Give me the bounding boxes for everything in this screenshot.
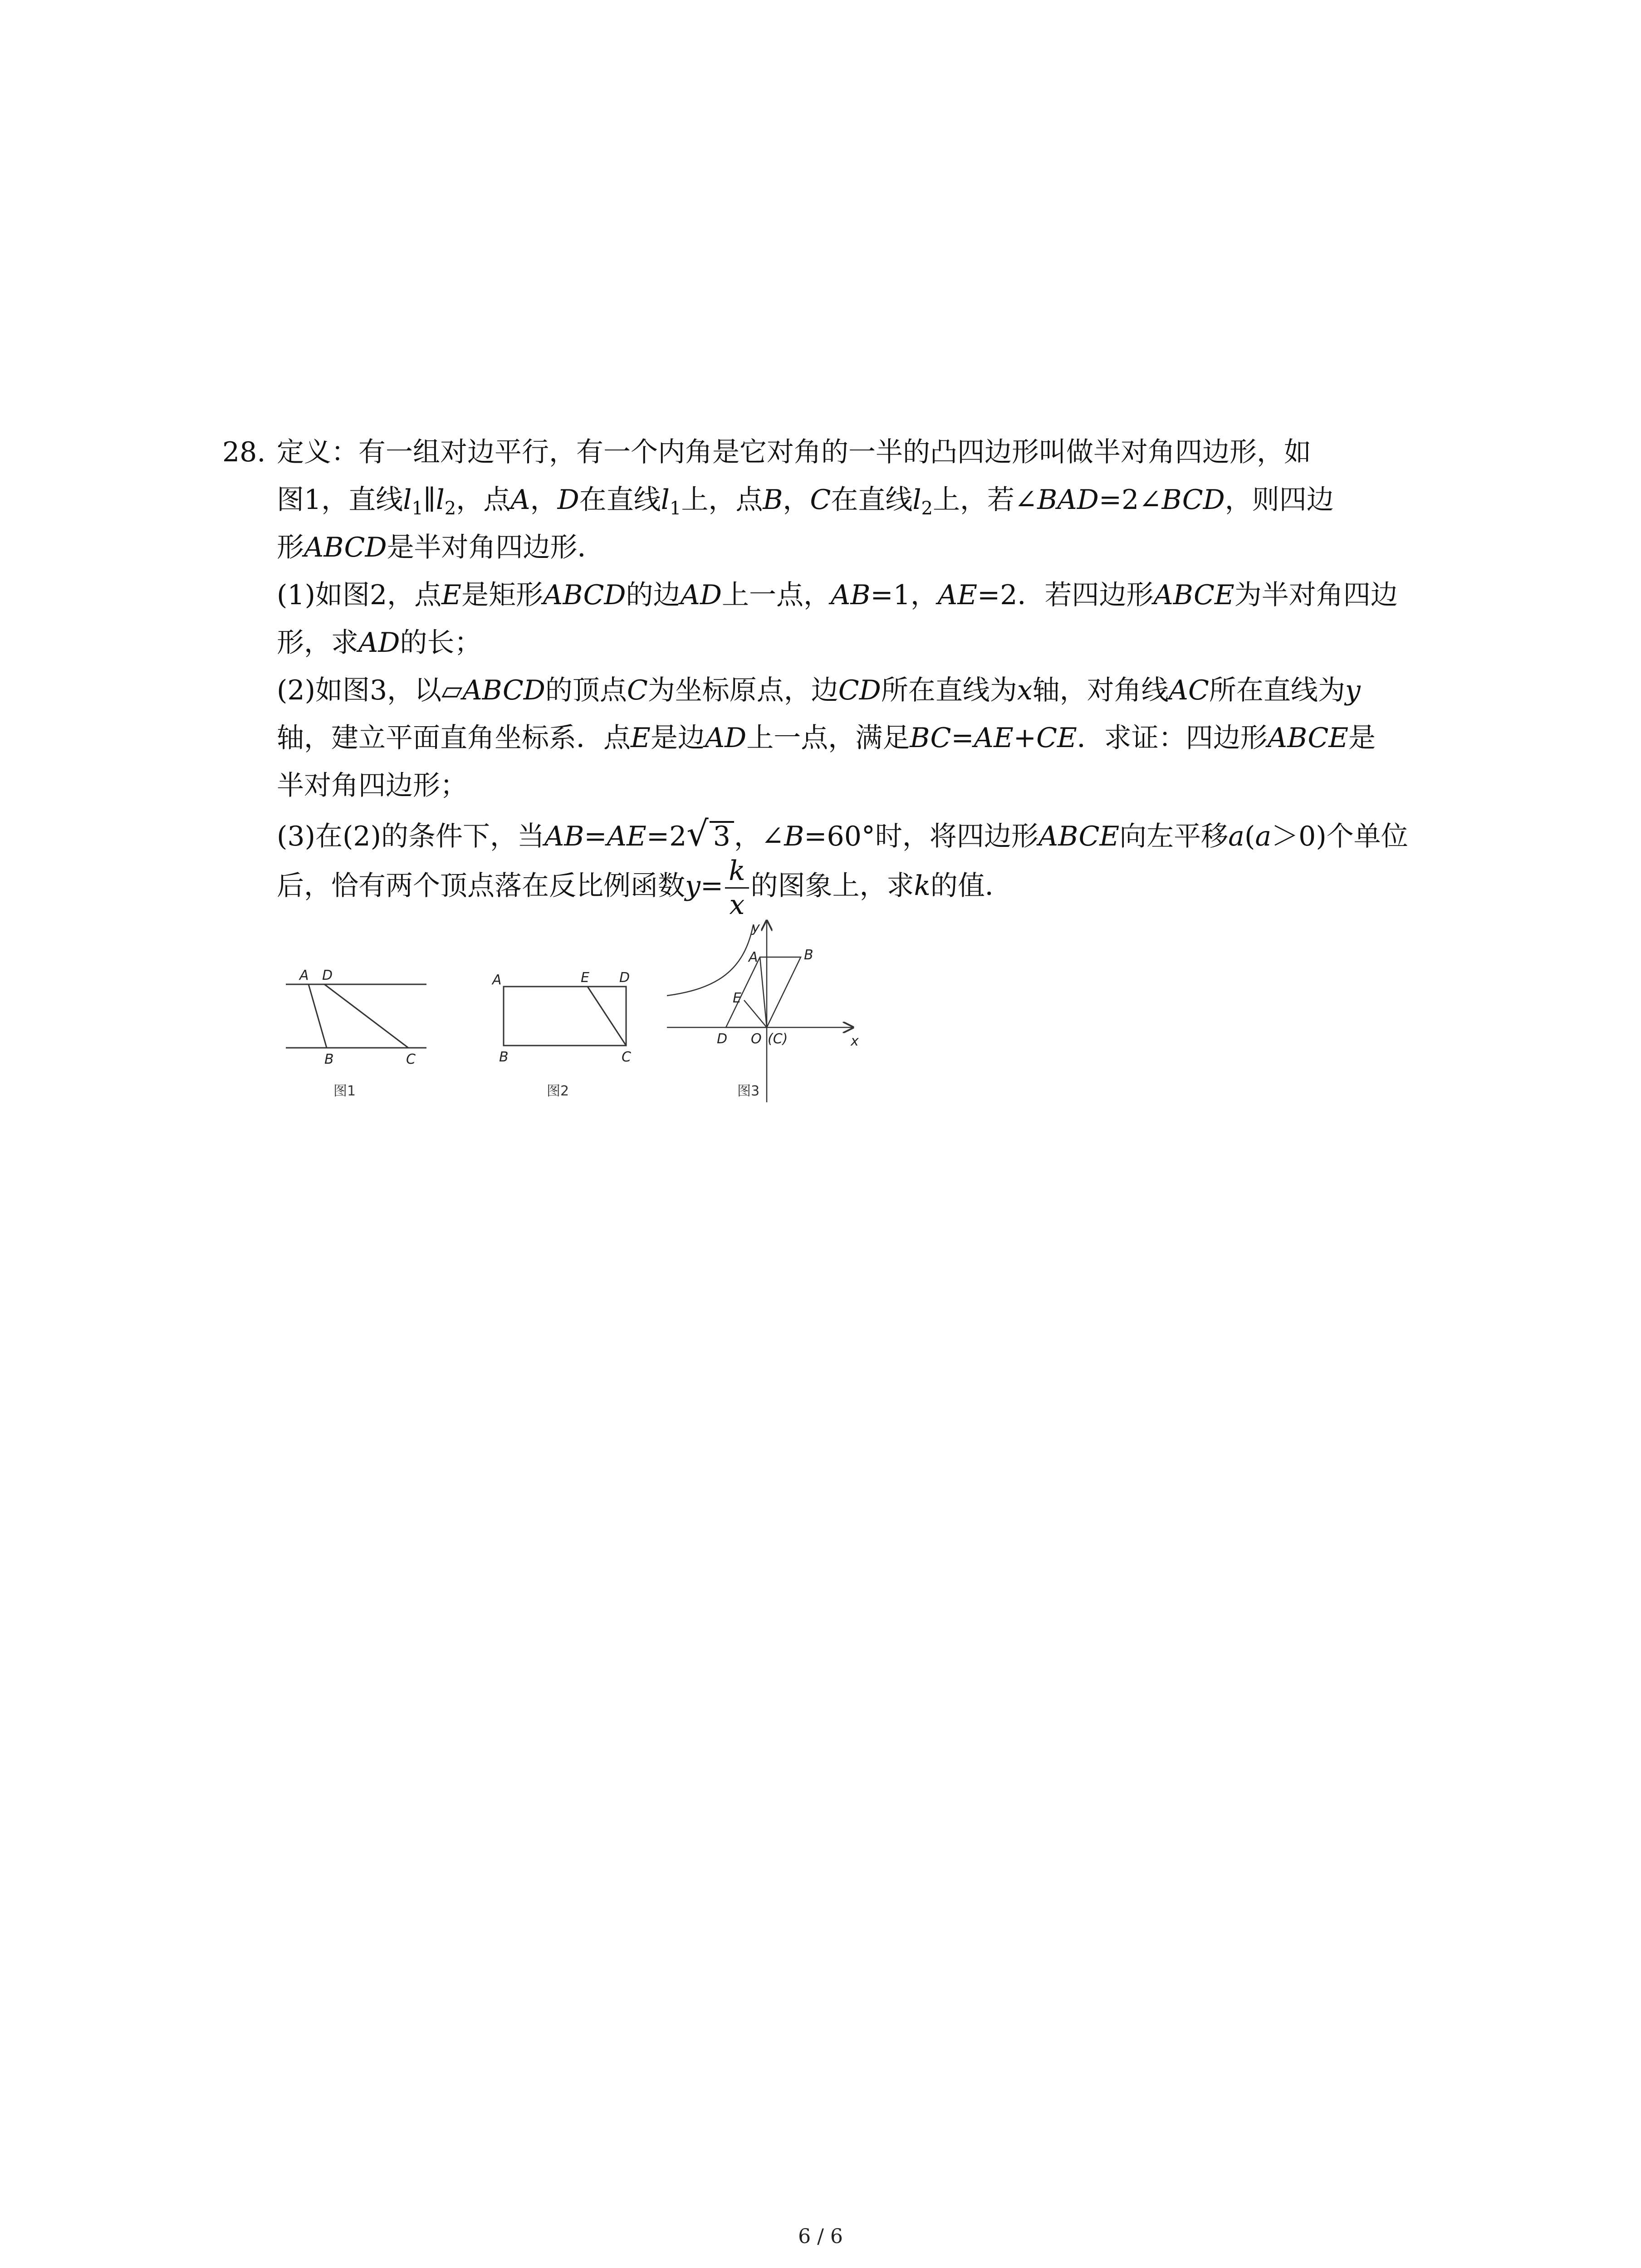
- problem-28: [222, 429, 1456, 921]
- label-e: E: [733, 990, 741, 1006]
- sqrt-sign: √: [686, 813, 709, 854]
- diagonal-ac: [760, 957, 767, 1027]
- definition-line-3: 形ABCD是半对角四边形．: [277, 532, 605, 563]
- problem-number: 28.: [222, 436, 266, 468]
- label-a: A: [299, 968, 309, 983]
- figure-1-caption: 图1: [333, 1083, 356, 1099]
- label-c: (C): [768, 1031, 788, 1047]
- part1-line-1: (1)如图2，点E是矩形ABCD的边AD上一点，AB=1，AE=2．若四边形ABCE为半对角四边: [277, 579, 1398, 611]
- figure-2-caption: 图2: [547, 1083, 569, 1099]
- label-b: B: [324, 1051, 334, 1067]
- label-x: x: [851, 1033, 859, 1049]
- fraction-k-over-x: $\frac{k}{x}$: [725, 857, 749, 919]
- hyperbola-branch: [667, 925, 753, 996]
- segment-ec: [588, 987, 626, 1046]
- segment-ab: [309, 984, 327, 1048]
- label-y: y: [752, 920, 760, 936]
- definition-line-1: 28. 定义：有一组对边平行，有一个内角是它对角的一半的凸四边形叫做半对角四边形，如: [222, 429, 1456, 476]
- segment-ec: [744, 1000, 767, 1027]
- label-b: B: [499, 1049, 509, 1065]
- part2-line-2: 轴，建立平面直角坐标系．点E是边AD上一点，满足BC=AE+CE．求证：四边形ABCE是: [277, 722, 1376, 754]
- definition-line-2: 图1，直线$l_1\parallel l_2$，点A，D在直线$l_1$上，点B，C在直线$l_2$上，若∠BAD=2∠BCD，则四边: [277, 484, 1334, 519]
- label-c: C: [406, 1051, 416, 1067]
- part2-line-1: (2)如图3，以▱ABCD的顶点C为坐标原点，边CD所在直线为x轴，对角线AC所在直线为y: [277, 675, 1361, 706]
- figure-3: [662, 916, 871, 1107]
- figure-2: [485, 966, 640, 1070]
- part3-line-2: 后，恰有两个顶点落在反比例函数y= $\frac{k}{x}$ 的图象上，求k的值．: [277, 855, 1012, 921]
- label-a: A: [749, 949, 758, 965]
- part1-line-2: 形，求AD的长；: [277, 627, 482, 659]
- label-b: B: [804, 947, 813, 963]
- page-number: 6 / 6: [798, 2225, 843, 2248]
- sqrt-radicand: 3: [710, 821, 734, 850]
- label-c: C: [622, 1049, 631, 1065]
- label-d: D: [619, 970, 630, 986]
- part3-line-1: (3)在(2)的条件下，当AB=AE=2√ 3 ，∠B=60°时，将四边形ABCE向左平移a(a＞0)个单位: [277, 813, 1408, 854]
- label-d: D: [717, 1031, 728, 1047]
- label-d: D: [322, 968, 333, 983]
- label-e: E: [581, 970, 589, 986]
- label-o: O: [751, 1031, 762, 1047]
- label-a: A: [492, 972, 502, 988]
- segment-dc: [324, 984, 408, 1048]
- figure-1: [277, 966, 431, 1070]
- rectangle-abcd: [504, 987, 626, 1046]
- part2-line-3: 半对角四边形；: [277, 770, 467, 802]
- figure-3-caption: 图3: [737, 1083, 760, 1099]
